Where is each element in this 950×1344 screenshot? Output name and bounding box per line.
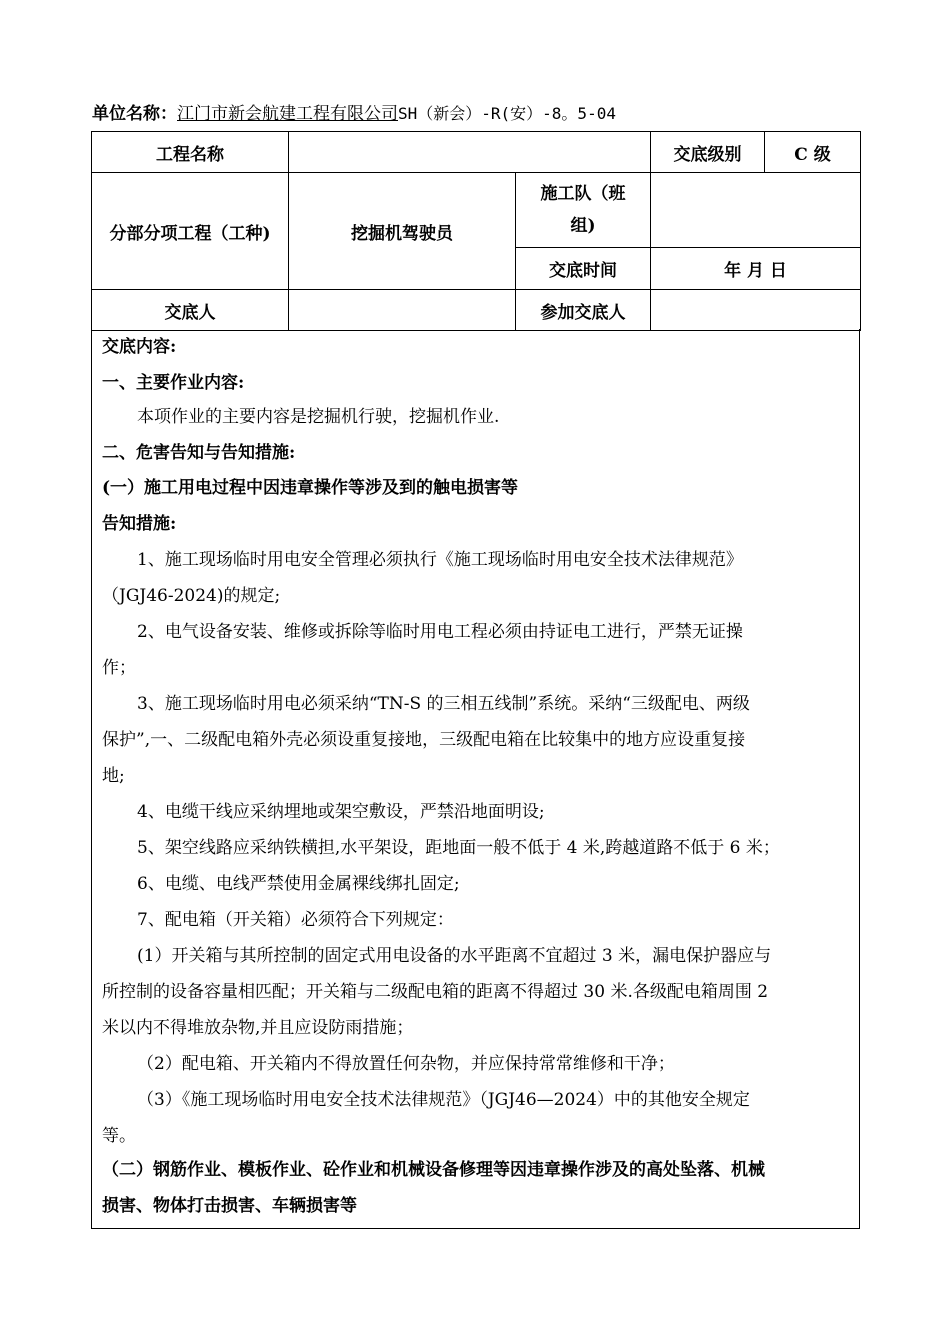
team-value bbox=[651, 173, 861, 248]
project-name-value bbox=[289, 132, 651, 173]
team-label-line-2: 组) bbox=[570, 216, 596, 236]
project-name-label: 工程名称 bbox=[92, 132, 289, 173]
section-title: 一、主要作业内容: bbox=[102, 373, 245, 393]
paragraph-line: 地; bbox=[102, 766, 125, 786]
table-row bbox=[92, 173, 861, 248]
participants-value bbox=[651, 290, 861, 331]
paragraph-line: 5、架空线路应采纳铁横担,水平架设，距地面一般不低于 4 米,跨越道路不低于 6 米； bbox=[137, 838, 780, 858]
paragraph-line: （3）《施工现场临时用电安全技术法律规范》（JGJ46—2024）中的其他安全规定 bbox=[137, 1090, 750, 1110]
paragraph-line: 3、施工现场临时用电必须采纳“TN-S 的三相五线制”系统。采纳“三级配电、两级 bbox=[137, 694, 750, 714]
table-row bbox=[92, 132, 861, 173]
paragraph-line: 等。 bbox=[102, 1126, 136, 1146]
sub-project-value: 挖掘机驾驶员 bbox=[289, 173, 516, 290]
paragraph-line: 作； bbox=[102, 658, 136, 678]
team-label-line-1: 施工队（班 bbox=[540, 184, 626, 204]
paragraph-line: 所控制的设备容量相匹配；开关箱与二级配电箱的距离不得超过 30 米.各级配电箱周围 2 bbox=[102, 982, 769, 1002]
briefing-info-table bbox=[91, 131, 861, 331]
content-heading: 交底内容: bbox=[102, 337, 177, 357]
unit-label: 单位名称： bbox=[92, 104, 177, 124]
unit-header bbox=[92, 99, 616, 124]
subsection-title: （二）钢筋作业、模板作业、砼作业和机械设备修理等因违章操作涉及的高处坠落、机械 bbox=[102, 1160, 765, 1180]
paragraph-line: 2、电气设备安装、维修或拆除等临时用电工程必须由持证电工进行，严禁无证操 bbox=[137, 622, 743, 642]
sub-project-label: 分部分项工程（工种) bbox=[92, 173, 289, 290]
unit-name: 江门市新会航建工程有限公司 bbox=[177, 104, 398, 124]
team-label bbox=[516, 173, 651, 248]
time-value: 年 月 日 bbox=[651, 248, 861, 290]
measures-title: 告知措施: bbox=[102, 514, 177, 534]
document-code: SH（新会）-R(安）-8。5-04 bbox=[398, 104, 616, 123]
paragraph-line: 保护”,一、二级配电箱外壳必须设重复接地，三级配电箱在比较集中的地方应设重复接 bbox=[102, 730, 746, 750]
participants-label: 参加交底人 bbox=[516, 290, 651, 331]
paragraph-line: 4、电缆干线应采纳埋地或架空敷设，严禁沿地面明设; bbox=[137, 802, 545, 822]
paragraph-line: (1）开关箱与其所控制的固定式用电设备的水平距离不宜超过 3 米，漏电保护器应与 bbox=[137, 946, 772, 966]
paragraph-line: 1、施工现场临时用电安全管理必须执行《施工现场临时用电安全技术法律规范》 bbox=[137, 550, 743, 570]
briefing-content bbox=[91, 329, 860, 1229]
level-value: C 级 bbox=[765, 132, 861, 173]
paragraph-line: （2）配电箱、开关箱内不得放置任何杂物，并应保持常常维修和干净； bbox=[137, 1054, 675, 1074]
time-label: 交底时间 bbox=[516, 248, 651, 290]
subsection-title: 损害、物体打击损害、车辆损害等 bbox=[102, 1196, 357, 1216]
subsection-title: (一）施工用电过程中因违章操作等涉及到的触电损害等 bbox=[102, 478, 519, 498]
presenter-label: 交底人 bbox=[92, 290, 289, 331]
section-title: 二、危害告知与告知措施: bbox=[102, 443, 296, 463]
level-label: 交底级别 bbox=[651, 132, 765, 173]
presenter-value bbox=[289, 290, 516, 331]
table-row bbox=[92, 290, 861, 331]
paragraph-line: 6、电缆、电线严禁使用金属裸线绑扎固定; bbox=[137, 874, 460, 894]
paragraph-line: （JGJ46-2024)的规定; bbox=[102, 586, 281, 606]
paragraph-line: 本项作业的主要内容是挖掘机行驶，挖掘机作业. bbox=[137, 407, 500, 427]
paragraph-line: 7、配电箱（开关箱）必须符合下列规定： bbox=[137, 910, 454, 930]
paragraph-line: 米以内不得堆放杂物,并且应设防雨措施； bbox=[102, 1018, 414, 1038]
